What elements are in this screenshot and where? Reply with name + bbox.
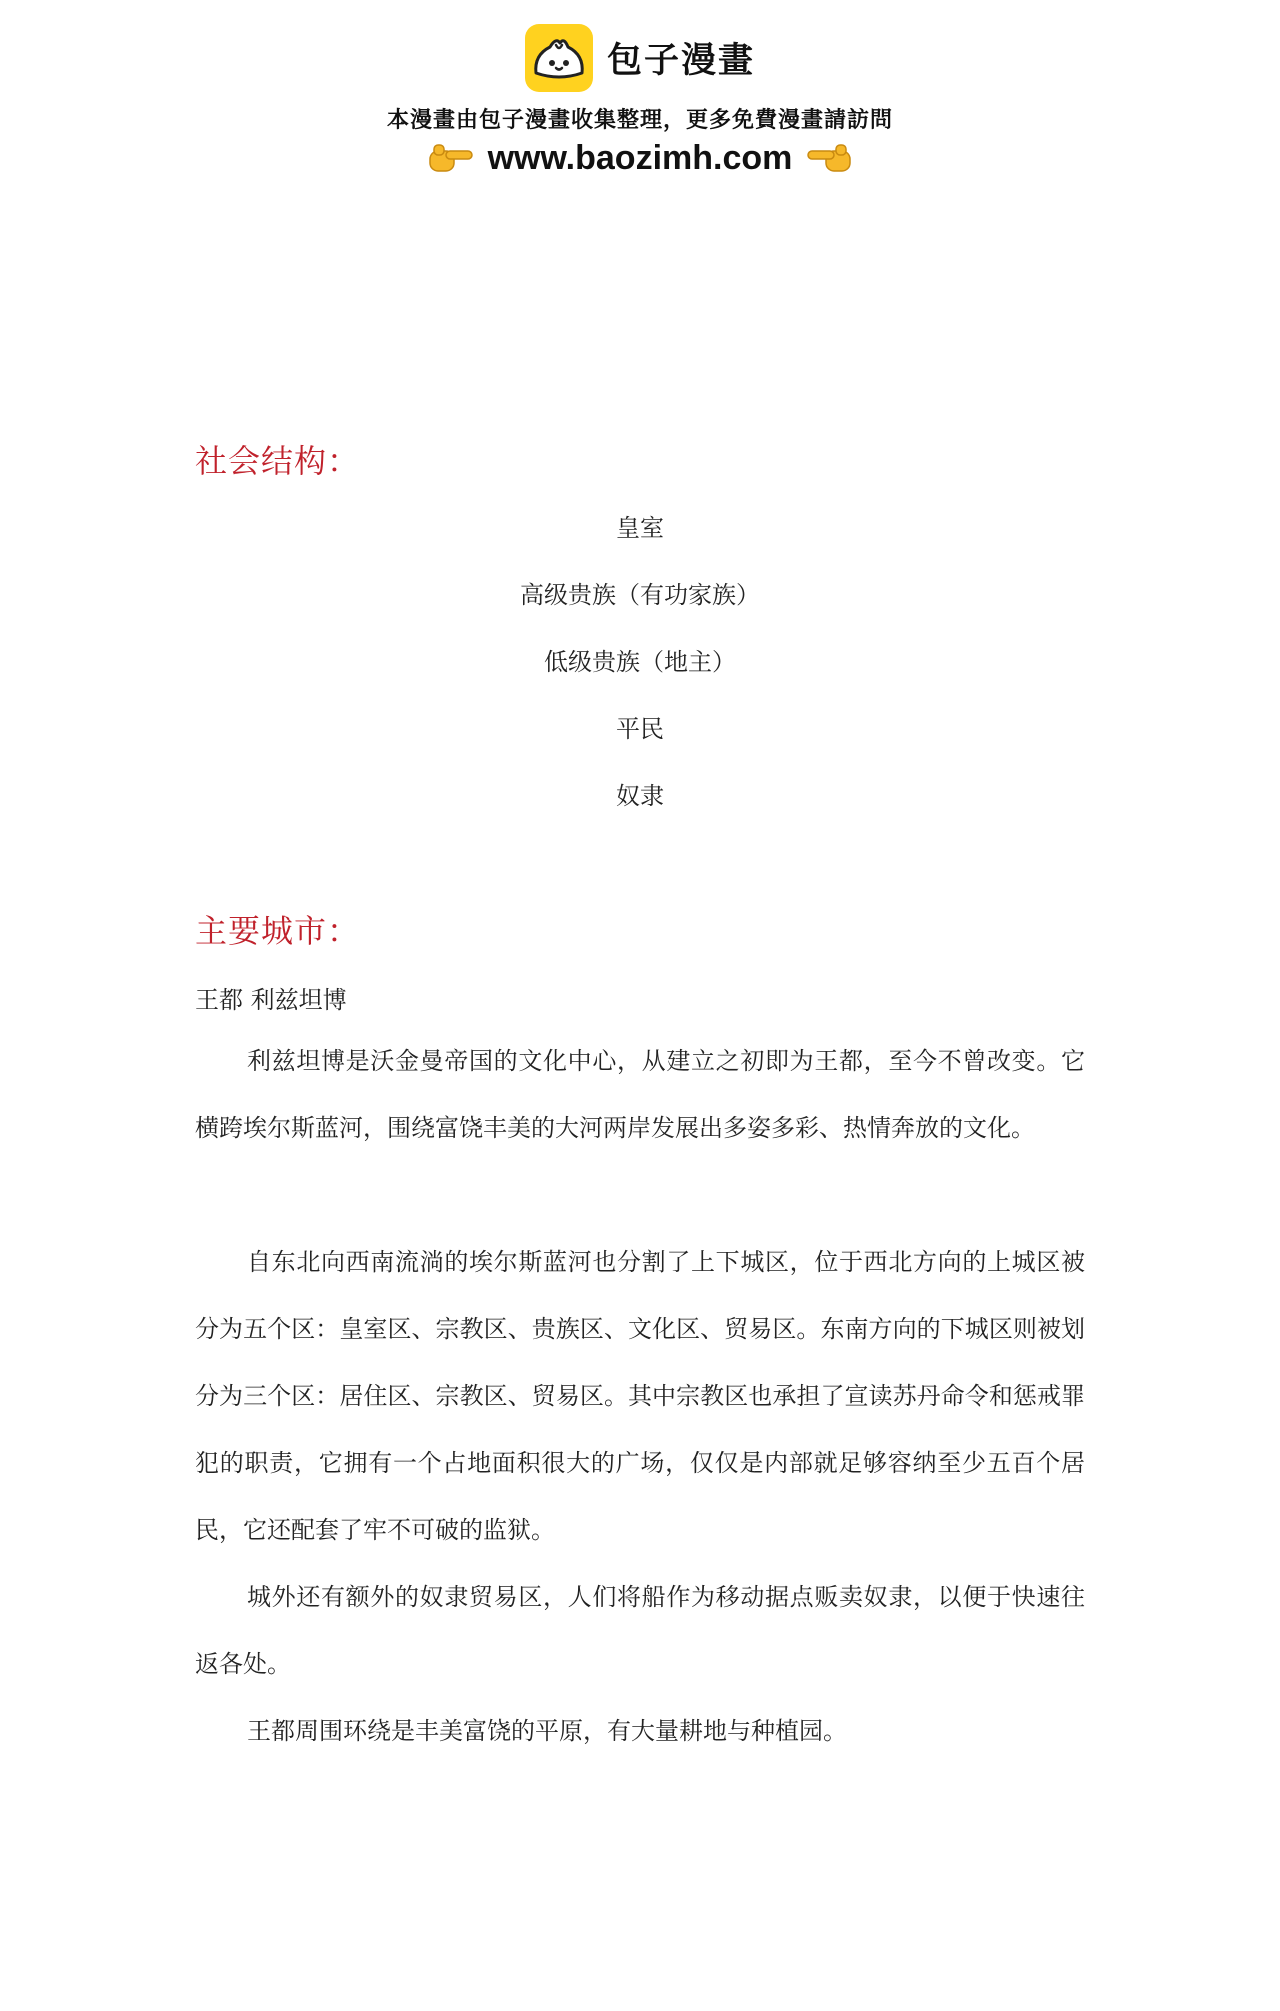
social-level-commoners: 平民 xyxy=(616,715,664,743)
city-paragraph-2: 自东北向西南流淌的埃尔斯蓝河也分割了上下城区，位于西北方向的上城区被分为五个区：皇室区、宗教区、贵族区、文化区、贸易区。东南方向的下城区则被划分为三个区：居住区、宗教区、贸易区。其中宗教区也承担了宣读苏丹命令和惩戒罪犯的职责，它拥有一个占地面积很大的广场，仅仅是内部就足够容纳至少五百个居民，它还配套了牢不可破的监狱。 xyxy=(195,1248,1085,1544)
city-paragraph-1: 利兹坦博是沃金曼帝国的文化中心，从建立之初即为王都，至今不曾改变。它横跨埃尔斯蓝河，围绕富饶丰美的大河两岸发展出多姿多彩、热情奔放的文化。 xyxy=(195,1047,1085,1142)
social-level-slaves: 奴隶 xyxy=(616,782,664,810)
social-level-low-nobility: 低级贵族（地主） xyxy=(544,648,736,676)
pointing-hand-right-icon xyxy=(428,141,474,175)
city-paragraph-4: 王都周围环绕是丰美富饶的平原，有大量耕地与种植园。 xyxy=(247,1717,847,1745)
baozi-bun-icon xyxy=(525,24,593,92)
pointing-hand-left-icon xyxy=(806,141,852,175)
site-link-row xyxy=(0,136,1280,180)
main-cities-title: 主要城市： xyxy=(195,912,361,950)
brand-name: 包子漫畫 xyxy=(606,41,755,81)
site-url-link[interactable]: www.baozimh.com xyxy=(487,138,793,177)
city-paragraph-3: 城外还有额外的奴隶贸易区，人们将船作为移动据点贩卖奴隶，以便于快速往返各处。 xyxy=(195,1583,1085,1678)
social-level-royalty: 皇室 xyxy=(616,514,664,542)
social-structure-title: 社会结构： xyxy=(195,442,361,480)
social-level-high-nobility: 高级贵族（有功家族） xyxy=(520,581,760,609)
tagline: 本漫畫由包子漫畫收集整理，更多免費漫畫請訪問 xyxy=(386,108,893,133)
brand-header xyxy=(0,22,1280,94)
capital-heading: 王都 利兹坦博 xyxy=(195,986,347,1014)
